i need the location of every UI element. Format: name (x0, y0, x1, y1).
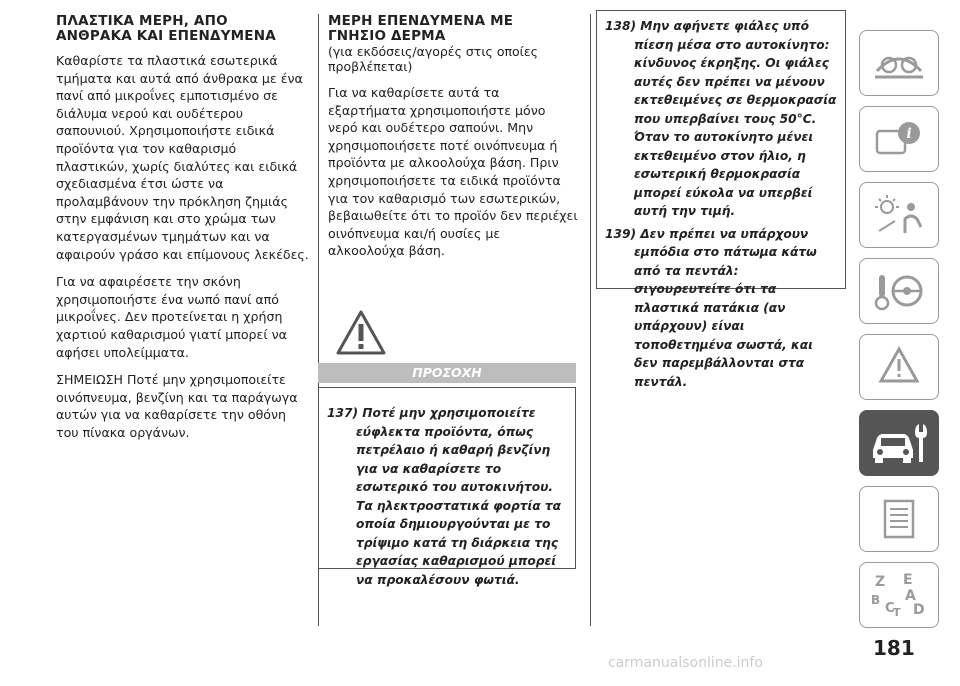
tab-lights-airbag[interactable] (859, 182, 939, 248)
heading-line: ΑΝΘΡΑΚΑ ΚΑΙ ΕΠΕΝΔΥΜΕΝΑ (56, 28, 276, 44)
warning-text: 137) Ποτέ μην χρησιμοποιείτε εύφλεκτα προϊόντα, όπως πετρέλαιο ή καθαρή βενζίνη για να καθαρίσετε το εσωτερικό του αυτοκινήτου. Τα ηλεκτροστατικά φορτία τα οποία δημιουργούνται με το τρίψιμο κατά τη διάρκεια της εργασίας καθαρισμού μπορεί να προκαλέσουν φωτιά. (327, 406, 562, 587)
document-list-icon (871, 497, 927, 541)
page-number: 181 (873, 636, 915, 660)
tab-info[interactable] (859, 106, 939, 172)
paragraph: Καθαρίστε τα πλαστικά εσωτερικά τμήματα και αυτά από άνθρακα με ένα πανί από μικροΐνες εμποτισμένο σε διάλυμα νερού και ουδέτερου σαπουνιού. Χρησιμοποιήστε ειδικά προϊόντα για τον καθαρισμό πλαστικών, χωρίς διαλύτες και ειδικά σχεδιασμένα έτσι ώστε να προλαμβάνουν την πρόκληση ζημιάς στην εμφάνιση και στο χρώμα των κατεργασμένων τμημάτων και να αφαιρούν γράσο και επίμονους λεκέδες. (56, 53, 309, 262)
alphabet-index-icon (869, 570, 929, 620)
svg-text:A: A (905, 588, 916, 604)
car-wrench-icon (869, 420, 929, 466)
svg-text:C: C (885, 601, 895, 616)
svg-text:D: D (913, 602, 925, 618)
warning-box-137 (318, 387, 576, 587)
key-steering-icon (871, 269, 927, 313)
column-divider (590, 14, 591, 626)
warning-road-icon (871, 345, 927, 389)
paragraph: Για να καθαρίσετε αυτά τα εξαρτήματα χρησιμοποιήστε μόνο νερό και ουδέτερο σαπούνι. Μην χρησιμοποιήσετε ποτέ οινόπνευμα ή προϊόντα με αλκοολούχα βάση. Πριν χρησιμοποιήσετε τα ειδικά προϊόντα για τον καθαρισμό των εσωτερικών, βεβαιωθείτε ότι το προϊόν δεν περιέχει οινόπνευμα και/ή ουσίες με αλκοολούχα βάση. (328, 85, 578, 259)
dashboard-car-icon (871, 41, 927, 85)
column-plastic-parts (56, 14, 311, 451)
section-heading-plastic (56, 14, 311, 44)
svg-text:B: B (871, 593, 881, 607)
svg-text:Z: Z (875, 574, 886, 590)
subheading: (για εκδόσεις/αγορές στις οποίες προβλέπεται) (328, 44, 539, 74)
tab-technical-data[interactable] (859, 486, 939, 552)
paragraph: Για να αφαιρέσετε την σκόνη χρησιμοποιήστε ένα νωπό πανί από μικροΐνες. Δεν προτείνεται η χρήση χαρτιού καθαρισμού γιατί μπορεί να αφήσει υπολείμματα. (56, 274, 287, 360)
heading-line: ΠΛΑΣΤΙΚΑ ΜΕΡΗ, ΑΠΟ (56, 13, 228, 29)
warning-text: 138) Μην αφήνετε φιάλες υπό πίεση μέσα στο αυτοκίνητο: κίνδυνος έκρηξης. Οι φιάλες αυτές δεν πρέπει να μένουν εκτεθειμένες σε θερμοκρασία που υπερβαίνει τους 50°C. Όταν το αυτοκίνητο μένει εκτεθειμένο στον ήλιο, η εσωτερική θερμοκρασία μπορεί εύκολα να υπερβεί αυτή την τιμή. (605, 19, 837, 218)
section-heading-leather (328, 14, 578, 44)
heading-line: ΓΝΗΣΙΟ ΔΕΡΜΑ (328, 28, 446, 44)
svg-text:T: T (893, 606, 901, 619)
tab-index[interactable] (859, 562, 939, 628)
warning-title-bar: ΠΡΟΣΟΧΗ (318, 363, 576, 383)
svg-text:i: i (906, 126, 912, 142)
tab-maintenance[interactable] (859, 410, 939, 476)
note-paragraph: ΣΗΜΕΙΩΣΗ Ποτέ μην χρησιμοποιείτε οινόπνευμα, βενζίνη και τα παράγωγα αυτών για να καθαρίσετε την οθόνη του πίνακα οργάνων. (56, 372, 298, 440)
watermark: carmanualsonline.info (608, 655, 763, 671)
chapter-sidebar (859, 30, 939, 638)
column-leather-parts (328, 14, 578, 270)
tab-emergency[interactable] (859, 334, 939, 400)
warning-triangle-icon (336, 310, 386, 355)
tab-dashboard[interactable] (859, 30, 939, 96)
info-icon (871, 117, 927, 161)
warning-box-138-139 (596, 10, 846, 389)
svg-text:E: E (903, 572, 913, 588)
warning-text: 139) Δεν πρέπει να υπάρχουν εμπόδια στο πάτωμα κάτω από τα πεντάλ: σιγουρευτείτε ότι τα πλαστικά πατάκια (αν υπάρχουν) είναι τοποθετημένα σωστά, και δεν παρεμβάλλονται στα πεντάλ. (605, 226, 817, 389)
lights-airbag-icon (871, 193, 927, 237)
tab-key-steering[interactable] (859, 258, 939, 324)
heading-line: ΜΕΡΗ ΕΠΕΝΔΥΜΕΝΑ ΜΕ (328, 13, 514, 29)
